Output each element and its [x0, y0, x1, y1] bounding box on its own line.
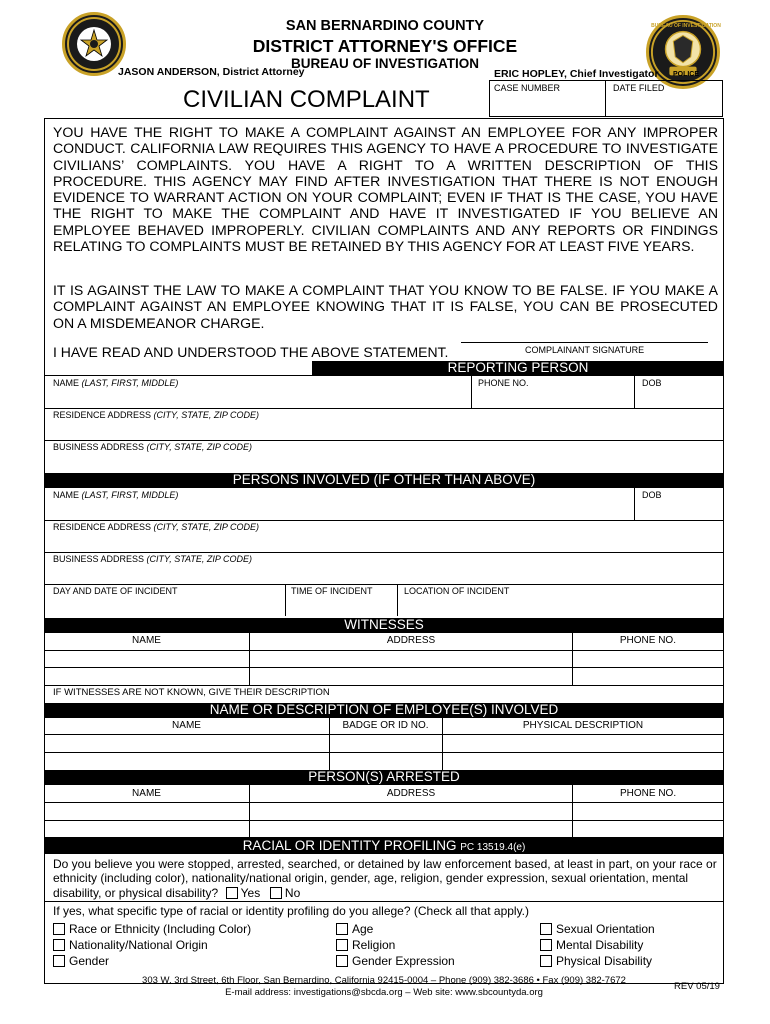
- residence-label-hint: (CITY, STATE, ZIP CODE): [153, 410, 260, 420]
- gender-checkbox[interactable]: [53, 955, 65, 967]
- bureau-name: BUREAU OF INVESTIGATION: [290, 56, 479, 71]
- reporting-business-input[interactable]: [45, 452, 723, 471]
- race-ethnicity-label: Race or Ethnicity (Including Color): [69, 922, 252, 936]
- profiling-header: [44, 837, 724, 854]
- involved-name-input[interactable]: [45, 500, 633, 519]
- persons-arrested-header: PERSON(S) ARRESTED: [44, 770, 724, 785]
- no-label: No: [284, 886, 301, 900]
- reporting-phone-input[interactable]: [472, 388, 633, 407]
- employee-name-column: NAME: [172, 720, 201, 731]
- name-label-hint: (LAST, FIRST, MIDDLE): [81, 490, 179, 500]
- incident-time-input[interactable]: [286, 596, 396, 615]
- age-checkbox[interactable]: [336, 923, 348, 935]
- signature-line[interactable]: [461, 342, 708, 343]
- business-label-hint: (CITY, STATE, ZIP CODE): [146, 554, 253, 564]
- acknowledgement-statement: I HAVE READ AND UNDERSTOOD THE ABOVE STATEMENT.: [53, 344, 449, 360]
- business-label-hint: (CITY, STATE, ZIP CODE): [146, 442, 253, 452]
- profiling-followup: If yes, what specific type of racial or identity profiling do you allege? (Check all that apply.): [53, 904, 530, 918]
- arrested-phone-column: PHONE NO.: [620, 788, 677, 799]
- name-label-hint: (LAST, FIRST, MIDDLE): [81, 378, 179, 388]
- business-label-text: BUSINESS ADDRESS: [53, 442, 145, 452]
- profiling-question: [53, 857, 720, 900]
- involved-residence-label: [53, 522, 259, 532]
- divider: [44, 901, 724, 902]
- religion-checkbox[interactable]: [336, 939, 348, 951]
- physical-disability-label: Physical Disability: [556, 954, 653, 968]
- reporting-person-header: REPORTING PERSON: [312, 361, 724, 375]
- witness-phone-column: PHONE NO.: [619, 635, 676, 646]
- incident-time-label: TIME OF INCIDENT: [291, 586, 373, 596]
- physical-disability-checkbox[interactable]: [540, 955, 552, 967]
- divider: [44, 408, 724, 409]
- rights-paragraph: YOU HAVE THE RIGHT TO MAKE A COMPLAINT AGAINST AN EMPLOYEE FOR ANY IMPROPER CONDUCT. CALIFORNIA LAW REQUIRES THIS AGENCY TO HAVE A PROCEDURE TO INVESTIGATE CIVILIANS’ COMPLAINTS. YOU HAVE A RIGHT TO A WRITTEN DESCRIPTION OF THIS PROCEDURE. THIS AGENCY MAY FIND AFTER INVESTIGATION THAT THERE IS NOT ENOUGH EVIDENCE TO WARRANT ACTION ON YOUR COMPLAINT; EVEN IF THAT IS THE CASE, YOU HAVE THE RIGHT TO MAKE THE COMPLAINT AND HAVE IT INVESTIGATED IF YOU BELIEVE AN EMPLOYEE BEHAVED IMPROPERLY. CIVILIAN COMPLAINTS AND ANY REPORTS OR FINDINGS RELATING TO COMPLAINTS MUST BE RETAINED BY THIS AGENCY FOR AT LEAST FIVE YEARS.: [53, 124, 718, 255]
- footer-contact: E-mail address: investigations@sbcda.org – Web site: www.sbcountyda.org: [225, 987, 543, 998]
- arrested-row[interactable]: [45, 821, 723, 836]
- signature-label: COMPLAINANT SIGNATURE: [525, 345, 645, 355]
- involved-residence-input[interactable]: [45, 532, 723, 551]
- profiling-code: PC 13519.4(e): [460, 842, 526, 853]
- incident-location-input[interactable]: [398, 596, 723, 615]
- yes-label: Yes: [240, 886, 261, 900]
- reporting-dob-label: DOB: [642, 378, 662, 388]
- residence-label-hint: (CITY, STATE, ZIP CODE): [153, 522, 260, 532]
- office-name: DISTRICT ATTORNEY'S OFFICE: [252, 36, 518, 56]
- gender-expression-checkbox[interactable]: [336, 955, 348, 967]
- nationality-label: Nationality/National Origin: [69, 938, 208, 952]
- employees-involved-header: NAME OR DESCRIPTION OF EMPLOYEE(S) INVOLVED: [44, 703, 724, 718]
- divider: [44, 584, 724, 585]
- involved-dob-label: DOB: [642, 490, 662, 500]
- yes-checkbox[interactable]: [226, 887, 238, 899]
- witness-address-column: ADDRESS: [386, 635, 436, 646]
- profiling-question-text: Do you believe you were stopped, arrested, searched, or detained by law enforcement based, at least in part, on your race or ethnicity (including color), nationality/national origin, gender, age, religion, gender expression, sexual orientation, mental disability, or physical disability?: [53, 857, 717, 900]
- involved-business-label: [53, 554, 252, 564]
- witness-row[interactable]: [45, 668, 723, 684]
- gender-expression-label: Gender Expression: [352, 954, 455, 968]
- reporting-dob-input[interactable]: [635, 388, 723, 407]
- arrested-row[interactable]: [45, 803, 723, 819]
- persons-involved-header: PERSONS INVOLVED (IF OTHER THAN ABOVE): [44, 473, 724, 488]
- age-label: Age: [352, 922, 374, 936]
- footer-address: 303 W. 3rd Street, 6th Floor, San Bernardino, California 92415-0004 – Phone (909) 382-3686 • Fax (909) 382-7672: [142, 975, 626, 986]
- reporting-business-label: [53, 442, 252, 452]
- employee-row[interactable]: [45, 735, 723, 751]
- chief-investigator-name: ERIC HOPLEY, Chief Investigator: [494, 68, 659, 80]
- divider: [44, 375, 724, 376]
- sexual-orientation-checkbox[interactable]: [540, 923, 552, 935]
- involved-dob-input[interactable]: [635, 500, 723, 519]
- case-number-label: CASE NUMBER: [494, 83, 561, 93]
- divider: [44, 552, 724, 553]
- bureau-seal-text: BUREAU OF INVESTIGATION: [651, 23, 721, 29]
- reporting-name-label: [53, 378, 178, 388]
- revision-label: REV 05/19: [674, 981, 720, 992]
- police-badge-text: POLICE: [672, 71, 700, 78]
- residence-label-text: RESIDENCE ADDRESS: [53, 410, 152, 420]
- witness-row[interactable]: [45, 651, 723, 666]
- business-label-text: BUSINESS ADDRESS: [53, 554, 145, 564]
- false-complaint-warning: IT IS AGAINST THE LAW TO MAKE A COMPLAINT THAT YOU KNOW TO BE FALSE. IF YOU MAKE A COMPLAINT AGAINST AN EMPLOYEE KNOWING THAT IT IS FALSE, YOU CAN BE PROSECUTED ON A MISDEMEANOR CHARGE.: [53, 282, 718, 331]
- race-ethnicity-checkbox[interactable]: [53, 923, 65, 935]
- gender-label: Gender: [69, 954, 110, 968]
- involved-name-label: [53, 490, 178, 500]
- incident-day-input[interactable]: [45, 596, 284, 615]
- county-name: SAN BERNARDINO COUNTY: [285, 18, 485, 34]
- arrested-address-column: ADDRESS: [386, 788, 436, 799]
- incident-day-label: DAY AND DATE OF INCIDENT: [53, 586, 178, 596]
- reporting-residence-label: [53, 410, 259, 420]
- religion-label: Religion: [352, 938, 396, 952]
- no-checkbox[interactable]: [270, 887, 282, 899]
- incident-location-label: LOCATION OF INCIDENT: [404, 586, 510, 596]
- employee-description-column: PHYSICAL DESCRIPTION: [522, 720, 644, 731]
- divider: [44, 520, 724, 521]
- arrested-name-column: NAME: [132, 788, 161, 799]
- residence-label-text: RESIDENCE ADDRESS: [53, 522, 152, 532]
- date-filed-label: DATE FILED: [613, 83, 665, 93]
- mental-disability-label: Mental Disability: [556, 938, 644, 952]
- reporting-residence-input[interactable]: [45, 420, 723, 439]
- mental-disability-checkbox[interactable]: [540, 939, 552, 951]
- divider: [44, 685, 724, 686]
- name-label-text: NAME: [53, 490, 80, 500]
- profiling-title: RACIAL OR IDENTITY PROFILING: [242, 838, 457, 853]
- form-title: CIVILIAN COMPLAINT: [183, 86, 430, 113]
- divider: [44, 440, 724, 441]
- witness-description-note: IF WITNESSES ARE NOT KNOWN, GIVE THEIR DESCRIPTION: [53, 687, 330, 698]
- employee-badge-column: BADGE OR ID NO.: [342, 720, 429, 731]
- district-attorney-name: JASON ANDERSON, District Attorney: [118, 66, 305, 78]
- witness-name-column: NAME: [132, 635, 161, 646]
- involved-business-input[interactable]: [45, 564, 723, 583]
- nationality-checkbox[interactable]: [53, 939, 65, 951]
- witnesses-header: WITNESSES: [44, 618, 724, 633]
- reporting-name-input[interactable]: [45, 388, 470, 407]
- sexual-orientation-label: Sexual Orientation: [556, 922, 655, 936]
- name-label-text: NAME: [53, 378, 80, 388]
- reporting-phone-label: PHONE NO.: [478, 378, 529, 388]
- employee-row[interactable]: [45, 753, 723, 769]
